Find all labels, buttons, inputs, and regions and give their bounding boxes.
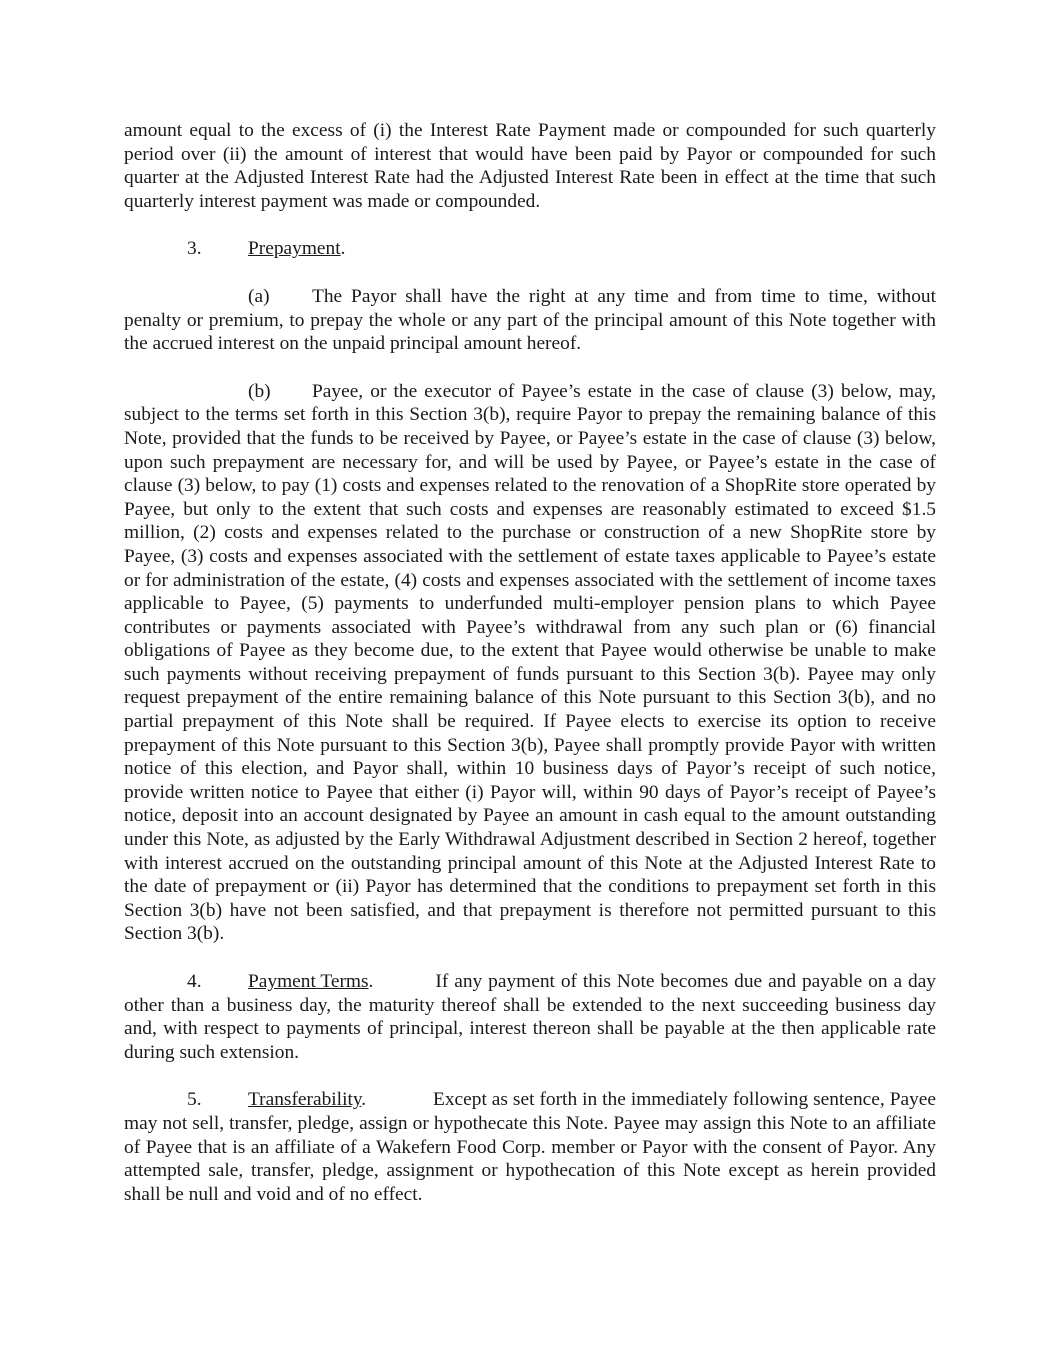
section-3b-paragraph — [124, 380, 936, 946]
section-3-heading — [187, 237, 936, 261]
section-3-number: 3. — [187, 238, 202, 260]
section-5-paragraph — [124, 1088, 936, 1206]
section-4-title-punct: . — [368, 971, 374, 992]
section-5-number: 5. — [187, 1089, 202, 1111]
section-3a-label: (a) — [248, 285, 270, 307]
section-3b-label: (b) — [248, 380, 271, 402]
section-3-title: Prepayment — [248, 238, 341, 260]
continuation-paragraph: amount equal to the excess of (i) the Interest Rate Payment made or compounded for such quarterly period over (ii) the amount of interest that would have been paid by Payor or compounded for such quarter at the Adjusted Interest Rate had the Adjusted Interest Rate been in effect at the time that such quarterly interest payment was made or compounded. — [124, 120, 936, 212]
section-3a-text: The Payor shall have the right at any time and from time to time, without penalty or premium, to prepay the whole or any part of the principal amount of this Note together with the accrued interest on the unpaid principal amount hereof. — [124, 285, 936, 355]
section-4-paragraph — [124, 970, 936, 1064]
section-5-title: Transferability — [248, 1089, 362, 1111]
section-4-text: If any payment of this Note becomes due and payable on a day other than a business day, the maturity thereof shall be extended to the next succeeding business day and, with respect to payments of principal, interest thereon shall be payable at the then applicable rate during such extension. — [124, 971, 936, 1063]
section-3b-text: Payee, or the executor of Payee’s estate in the case of clause (3) below, may, subject to the terms set forth in this Section 3(b), require Payor to prepay the remaining balance of this Note, provided that the funds to be received by Payee, or Payee’s estate in the case of clause (3) below, upon such prepayment are necessary for, and will be used by Payee, or Payee’s estate in the case of clause (3) below, to pay (1) costs and expenses related to the renovation of a ShopRite store operated by Payee, but only to the extent that such costs and expenses are reasonably estimated to exceed $1.5 million, (2) costs and expenses related to the purchase or construction of a new ShopRite store by Payee, (3) costs and expenses associated with the settlement of estate taxes applicable to Payee’s estate or for administration of the estate, (4) costs and expenses associated with the settlement of income taxes applicable to Payee, (5) payments to underfunded multi-employer pension plans to which Payee contributes or payments associated with Payee’s withdrawal from any such plan or (6) financial obligations of Payee as they become due, to the extent that Payee would otherwise be unable to make such payments without receiving prepayment of funds pursuant to this Section 3(b). Payee may only request prepayment of the entire remaining balance of this Note pursuant to this Section 3(b), and no partial prepayment of this Note shall be required. If Payee elects to exercise its option to receive prepayment of this Note pursuant to this Section 3(b), Payee shall promptly provide Payor with written notice of this election, and Payor shall, within 10 business days of Payor’s receipt of such notice, provide written notice to Payee that either (i) Payor will, within 90 days of Payor’s receipt of Payee’s notice, deposit into an account designated by Payee an amount in cash equal to the amount outstanding under this Note, as adjusted by the Early Withdrawal Adjustment described in Section 2 hereof, together with interest accrued on the outstanding principal amount of this Note at the Adjusted Interest Rate to the date of prepayment or (ii) Payor has determined that the conditions to prepayment set forth in this Section 3(b) have not been satisfied, and that prepayment is therefore not permitted pursuant to this Section 3(b). — [124, 380, 936, 945]
section-4-title: Payment Terms — [248, 971, 369, 992]
document-page — [124, 119, 936, 1230]
section-3-title-punct: . — [340, 238, 346, 260]
section-4-number: 4. — [187, 971, 202, 992]
section-3a-paragraph — [124, 285, 936, 356]
section-5-title-punct: . — [361, 1089, 367, 1111]
section-5-text: Except as set forth in the immediately following sentence, Payee may not sell, transfer, pledge, assign or hypothecate this Note. Payee may assign this Note to an affiliate of Payee that is an affiliate of a Wakefern Food Corp. member or Payor with the consent of Payor. Any attempted sale, transfer, pledge, assignment or hypothecation of this Note except as herein provided shall be null and void and of no effect. — [124, 1089, 936, 1205]
